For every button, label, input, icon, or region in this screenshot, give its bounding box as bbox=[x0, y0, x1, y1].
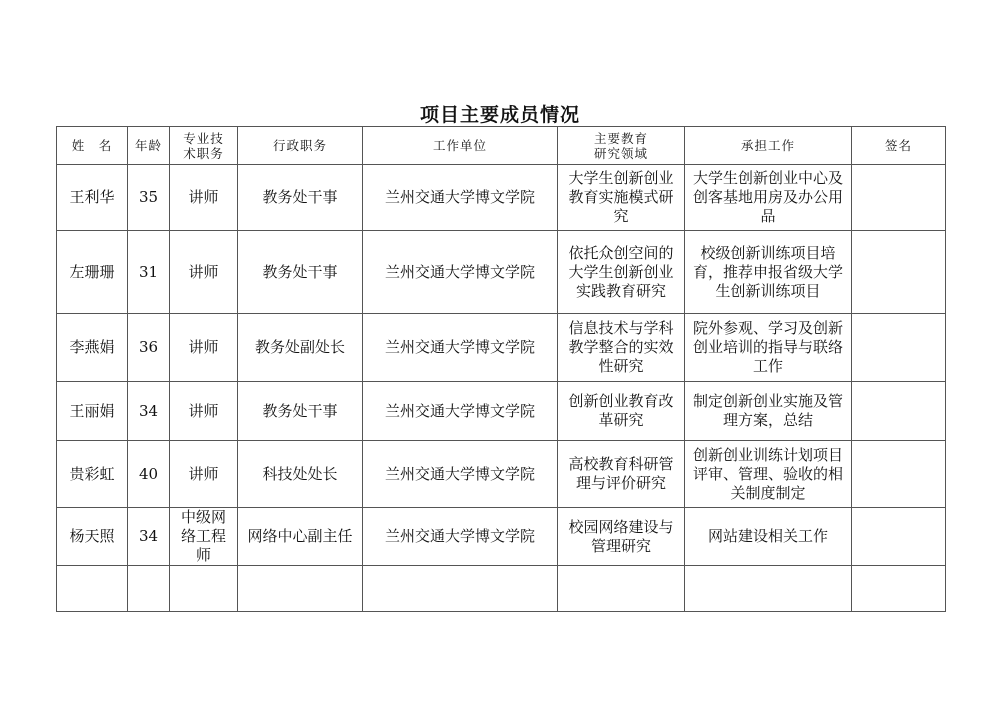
cell-name: 王丽娟 bbox=[57, 382, 128, 441]
header-name: 姓 名 bbox=[57, 127, 128, 165]
cell-research-field: 依托众创空间的大学生创新创业实践教育研究 bbox=[558, 231, 685, 314]
cell-task: 创新创业训练计划项目评审、管理、验收的相关制度制定 bbox=[685, 441, 852, 508]
cell-signature bbox=[852, 165, 946, 231]
cell-unit bbox=[363, 566, 558, 612]
cell-tech-title bbox=[170, 566, 238, 612]
cell-name: 李燕娟 bbox=[57, 314, 128, 382]
cell-admin-post: 网络中心副主任 bbox=[238, 508, 363, 566]
cell-name: 左珊珊 bbox=[57, 231, 128, 314]
cell-tech-title: 讲师 bbox=[170, 314, 238, 382]
cell-admin-post: 教务处干事 bbox=[238, 165, 363, 231]
header-research-field: 主要教育 研究领域 bbox=[558, 127, 685, 165]
cell-name: 王利华 bbox=[57, 165, 128, 231]
cell-tech-title: 讲师 bbox=[170, 231, 238, 314]
cell-name: 贵彩虹 bbox=[57, 441, 128, 508]
cell-tech-title: 讲师 bbox=[170, 165, 238, 231]
cell-unit: 兰州交通大学博文学院 bbox=[363, 231, 558, 314]
cell-task: 制定创新创业实施及管理方案，总结 bbox=[685, 382, 852, 441]
cell-unit: 兰州交通大学博文学院 bbox=[363, 382, 558, 441]
cell-unit: 兰州交通大学博文学院 bbox=[363, 508, 558, 566]
table-row bbox=[57, 508, 946, 566]
cell-research-field: 信息技术与学科教学整合的实效性研究 bbox=[558, 314, 685, 382]
table-row bbox=[57, 441, 946, 508]
cell-age: 35 bbox=[128, 165, 170, 231]
cell-research-field: 创新创业教育改革研究 bbox=[558, 382, 685, 441]
cell-signature bbox=[852, 566, 946, 612]
cell-tech-title: 讲师 bbox=[170, 441, 238, 508]
cell-tech-title: 讲师 bbox=[170, 382, 238, 441]
cell-task bbox=[685, 566, 852, 612]
cell-admin-post: 科技处处长 bbox=[238, 441, 363, 508]
header-row bbox=[57, 127, 946, 165]
cell-research-field: 大学生创新创业教育实施模式研究 bbox=[558, 165, 685, 231]
table-row-empty bbox=[57, 566, 946, 612]
cell-age: 40 bbox=[128, 441, 170, 508]
cell-admin-post: 教务处干事 bbox=[238, 231, 363, 314]
cell-task: 院外参观、学习及创新创业培训的指导与联络工作 bbox=[685, 314, 852, 382]
table-row bbox=[57, 165, 946, 231]
cell-name: 杨天照 bbox=[57, 508, 128, 566]
cell-task: 网站建设相关工作 bbox=[685, 508, 852, 566]
cell-unit: 兰州交通大学博文学院 bbox=[363, 314, 558, 382]
cell-signature bbox=[852, 508, 946, 566]
cell-research-field: 高校教育科研管理与评价研究 bbox=[558, 441, 685, 508]
cell-age bbox=[128, 566, 170, 612]
cell-signature bbox=[852, 314, 946, 382]
cell-signature bbox=[852, 441, 946, 508]
table-row bbox=[57, 382, 946, 441]
header-signature: 签名 bbox=[852, 127, 946, 165]
cell-age: 36 bbox=[128, 314, 170, 382]
cell-task: 大学生创新创业中心及创客基地用房及办公用品 bbox=[685, 165, 852, 231]
cell-task: 校级创新训练项目培育，推荐申报省级大学生创新训练项目 bbox=[685, 231, 852, 314]
header-admin-post: 行政职务 bbox=[238, 127, 363, 165]
cell-age: 34 bbox=[128, 382, 170, 441]
header-unit: 工作单位 bbox=[363, 127, 558, 165]
members-table bbox=[56, 126, 946, 612]
cell-research-field: 校园网络建设与管理研究 bbox=[558, 508, 685, 566]
header-task: 承担工作 bbox=[685, 127, 852, 165]
cell-tech-title: 中级网络工程师 bbox=[170, 508, 238, 566]
table-row bbox=[57, 231, 946, 314]
cell-admin-post: 教务处干事 bbox=[238, 382, 363, 441]
document-title: 项目主要成员情况 bbox=[419, 104, 580, 126]
cell-admin-post: 教务处副处长 bbox=[238, 314, 363, 382]
cell-name bbox=[57, 566, 128, 612]
cell-unit: 兰州交通大学博文学院 bbox=[363, 165, 558, 231]
cell-unit: 兰州交通大学博文学院 bbox=[363, 441, 558, 508]
cell-age: 31 bbox=[128, 231, 170, 314]
cell-age: 34 bbox=[128, 508, 170, 566]
cell-research-field bbox=[558, 566, 685, 612]
header-tech-title: 专业技 术职务 bbox=[170, 127, 238, 165]
cell-signature bbox=[852, 382, 946, 441]
cell-admin-post bbox=[238, 566, 363, 612]
cell-signature bbox=[852, 231, 946, 314]
table-row bbox=[57, 314, 946, 382]
header-age: 年龄 bbox=[128, 127, 170, 165]
